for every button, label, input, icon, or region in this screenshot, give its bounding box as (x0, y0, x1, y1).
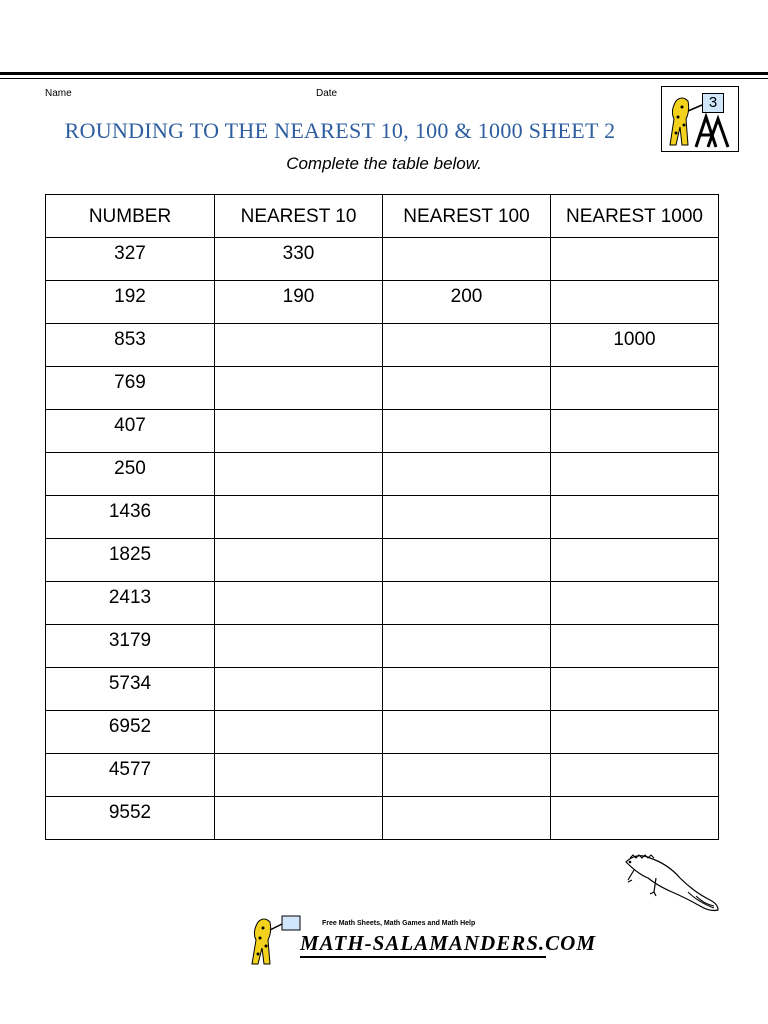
top-rule-thin (0, 78, 768, 79)
answer-cell[interactable]: 190 (215, 281, 383, 324)
answer-cell[interactable] (551, 367, 719, 410)
number-cell: 1436 (46, 496, 215, 539)
table-row (46, 668, 719, 711)
answer-cell[interactable]: 200 (383, 281, 551, 324)
answer-cell[interactable]: 330 (215, 238, 383, 281)
answer-cell[interactable] (383, 453, 551, 496)
table-row (46, 367, 719, 410)
number-cell: 2413 (46, 582, 215, 625)
answer-cell[interactable] (215, 668, 383, 711)
answer-cell[interactable] (551, 754, 719, 797)
column-header: NEAREST 1000 (551, 195, 719, 238)
answer-cell[interactable] (215, 754, 383, 797)
answer-cell[interactable] (383, 625, 551, 668)
answer-cell[interactable] (551, 281, 719, 324)
footer-underline (300, 956, 546, 958)
table-row (46, 238, 719, 281)
answer-cell[interactable] (551, 797, 719, 840)
answer-cell[interactable] (383, 582, 551, 625)
answer-cell[interactable] (215, 582, 383, 625)
answer-cell[interactable] (383, 367, 551, 410)
table-row (46, 410, 719, 453)
answer-cell[interactable] (215, 496, 383, 539)
number-cell: 250 (46, 453, 215, 496)
table-row (46, 539, 719, 582)
number-cell: 1825 (46, 539, 215, 582)
answer-cell[interactable] (551, 668, 719, 711)
answer-cell[interactable] (383, 539, 551, 582)
grade-number: 3 (702, 93, 724, 113)
answer-cell[interactable] (551, 711, 719, 754)
answer-cell[interactable] (551, 625, 719, 668)
column-header: NUMBER (46, 195, 215, 238)
answer-cell[interactable] (215, 539, 383, 582)
answer-cell[interactable] (383, 238, 551, 281)
date-label: Date (316, 88, 338, 99)
number-cell: 769 (46, 367, 215, 410)
answer-cell[interactable] (551, 453, 719, 496)
footer-site-link[interactable]: MATH-SALAMANDERS.COM (300, 931, 596, 955)
number-cell: 4577 (46, 754, 215, 797)
answer-cell[interactable] (551, 410, 719, 453)
number-cell: 9552 (46, 797, 215, 840)
number-cell: 407 (46, 410, 215, 453)
grade-badge (661, 86, 739, 152)
answer-cell[interactable] (383, 496, 551, 539)
answer-cell[interactable] (551, 496, 719, 539)
table-row (46, 281, 719, 324)
answer-cell[interactable] (551, 582, 719, 625)
rounding-table (45, 194, 719, 840)
answer-cell[interactable] (383, 754, 551, 797)
table-row (46, 754, 719, 797)
answer-cell[interactable] (215, 797, 383, 840)
number-cell: 853 (46, 324, 215, 367)
table-row (46, 453, 719, 496)
page-title: ROUNDING TO THE NEAREST 10, 100 & 1000 SHEET 2 (64, 118, 616, 143)
number-cell: 3179 (46, 625, 215, 668)
page-subtitle: Complete the table below. (286, 154, 482, 173)
number-cell: 6952 (46, 711, 215, 754)
table-row (46, 496, 719, 539)
answer-cell[interactable] (551, 238, 719, 281)
answer-cell[interactable] (551, 539, 719, 582)
answer-cell[interactable] (383, 711, 551, 754)
salamander-teacher-icon (662, 87, 738, 151)
table-header-row (46, 195, 719, 238)
name-label: Name (45, 88, 72, 99)
footer-tagline: Free Math Sheets, Math Games and Math Help (322, 920, 476, 927)
table-row (46, 711, 719, 754)
answer-cell[interactable] (215, 324, 383, 367)
answer-cell[interactable] (215, 367, 383, 410)
number-cell: 192 (46, 281, 215, 324)
salamander-icon (618, 848, 724, 918)
answer-cell[interactable] (215, 711, 383, 754)
answer-cell[interactable] (215, 453, 383, 496)
answer-cell[interactable] (383, 324, 551, 367)
number-cell: 5734 (46, 668, 215, 711)
answer-cell[interactable] (383, 410, 551, 453)
answer-cell[interactable] (383, 797, 551, 840)
column-header: NEAREST 10 (215, 195, 383, 238)
answer-cell[interactable]: 1000 (551, 324, 719, 367)
column-header: NEAREST 100 (383, 195, 551, 238)
number-cell: 327 (46, 238, 215, 281)
table-row (46, 797, 719, 840)
answer-cell[interactable] (215, 625, 383, 668)
answer-cell[interactable] (383, 668, 551, 711)
top-rule (0, 72, 768, 75)
table-row (46, 324, 719, 367)
answer-cell[interactable] (215, 410, 383, 453)
table-row (46, 582, 719, 625)
table-row (46, 625, 719, 668)
